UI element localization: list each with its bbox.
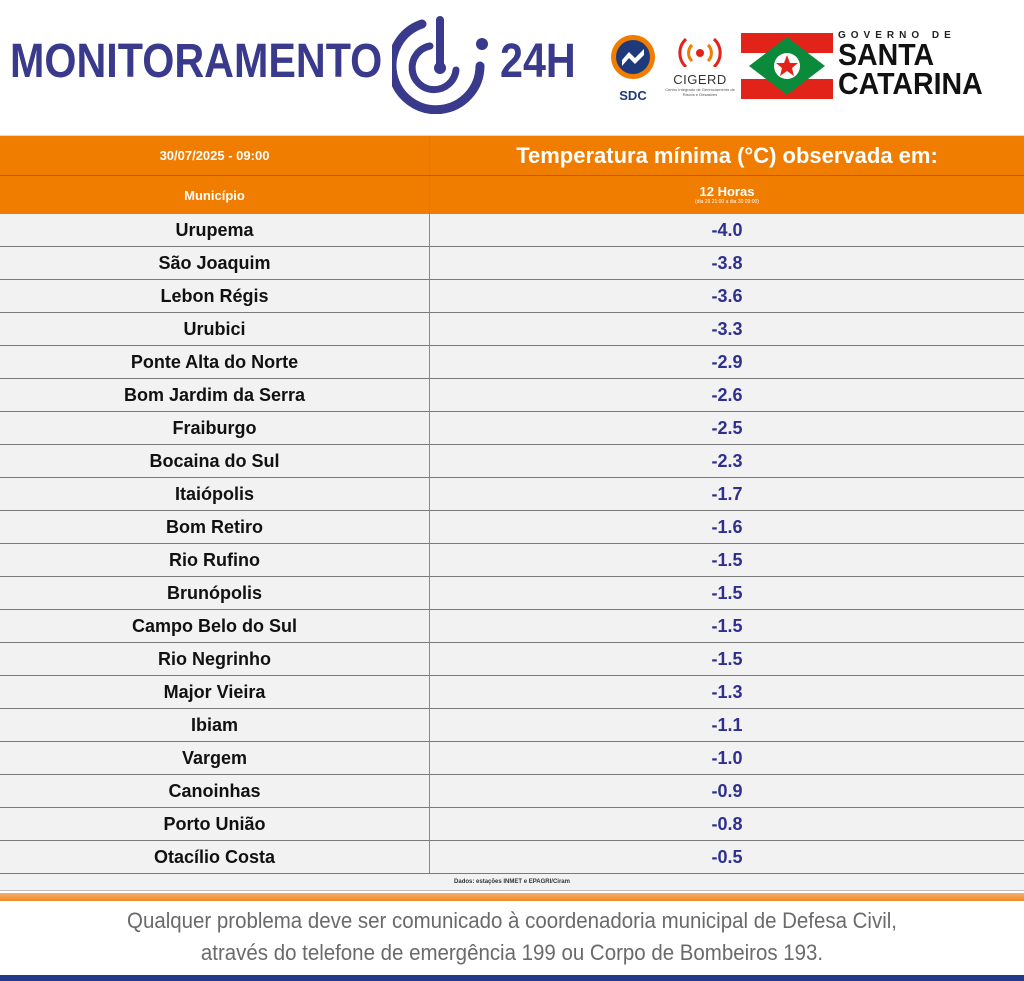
brand-suffix: 24H bbox=[500, 35, 576, 88]
temperature-value: -3.3 bbox=[711, 318, 743, 339]
temperature-value: -2.5 bbox=[711, 417, 743, 438]
brand-title: MONITORAMENTO bbox=[10, 35, 383, 88]
state-name-line2: CATARINA bbox=[838, 66, 983, 101]
temperature-value: -1.0 bbox=[711, 747, 743, 768]
bottom-bar bbox=[0, 975, 1024, 981]
table-row bbox=[0, 775, 1024, 808]
temperature-value: -0.9 bbox=[711, 780, 743, 801]
sdc-label: SDC bbox=[619, 88, 647, 103]
temperature-value: -1.3 bbox=[711, 681, 743, 702]
sdc-emblem-icon bbox=[609, 33, 657, 81]
column-header-period-range: (dia 29 21:00 a dia 30 09:00) bbox=[695, 199, 759, 205]
table-row bbox=[0, 643, 1024, 676]
table-row bbox=[0, 247, 1024, 280]
table-header-row-1 bbox=[0, 136, 1024, 176]
temperature-value: -1.5 bbox=[711, 615, 743, 636]
temperature-value: -4.0 bbox=[711, 219, 743, 240]
municipio-name: Bom Retiro bbox=[165, 516, 263, 537]
municipio-name: Porto União bbox=[163, 813, 266, 834]
municipio-name: Ibiam bbox=[190, 714, 238, 735]
municipio-name: Urubici bbox=[183, 318, 246, 339]
state-name bbox=[838, 37, 983, 101]
table-row bbox=[0, 346, 1024, 379]
temperature-value: -3.6 bbox=[711, 285, 743, 306]
temperature-value: -1.1 bbox=[711, 714, 743, 735]
footer-text-line-2: através do telefone de emergência 199 ou Corpo de Bombeiros 193. bbox=[200, 940, 824, 965]
table-row bbox=[0, 511, 1024, 544]
table-body bbox=[0, 214, 1024, 874]
table-header-row-2 bbox=[0, 176, 1024, 214]
municipio-name: Major Vieira bbox=[163, 681, 266, 702]
footer-text-line-1: Qualquer problema deve ser comunicado à coordenadoria municipal de Defesa Civil, bbox=[127, 908, 897, 933]
temperature-table bbox=[0, 136, 1024, 891]
table-row bbox=[0, 379, 1024, 412]
table-row bbox=[0, 280, 1024, 313]
table-row bbox=[0, 445, 1024, 478]
table-row bbox=[0, 544, 1024, 577]
sdc-logo bbox=[607, 33, 659, 103]
table-row bbox=[0, 742, 1024, 775]
municipio-name: Bom Jardim da Serra bbox=[123, 384, 306, 405]
cigerd-signal-icon bbox=[678, 33, 722, 67]
temperature-value: -2.6 bbox=[711, 384, 743, 405]
table-row bbox=[0, 412, 1024, 445]
municipio-name: Ponte Alta do Norte bbox=[130, 351, 299, 372]
header bbox=[0, 0, 1024, 136]
column-header-municipio: Município bbox=[184, 187, 245, 203]
temperature-value: -0.5 bbox=[711, 846, 743, 867]
municipio-name: Campo Belo do Sul bbox=[131, 615, 297, 636]
municipio-name: Itaiópolis bbox=[174, 483, 254, 504]
municipio-name: Lebon Régis bbox=[160, 285, 269, 306]
table-row bbox=[0, 313, 1024, 346]
table-row bbox=[0, 478, 1024, 511]
temperature-value: -1.5 bbox=[711, 582, 743, 603]
santa-catarina-flag-icon bbox=[741, 33, 833, 99]
cigerd-subtitle: Centro Integrado de Gerenciamento de Riscos e Desastres bbox=[665, 87, 735, 97]
data-source: Dados: estações INMET e EPAGRI/Ciram bbox=[454, 879, 570, 885]
municipio-name: Brunópolis bbox=[167, 582, 262, 603]
municipio-name: Urupema bbox=[175, 219, 254, 240]
source-row bbox=[0, 874, 1024, 891]
cigerd-logo bbox=[665, 33, 735, 97]
temperature-value: -2.9 bbox=[711, 351, 743, 372]
table-row bbox=[0, 610, 1024, 643]
table-row bbox=[0, 214, 1024, 247]
footer-divider bbox=[0, 893, 1024, 901]
table-title: Temperatura mínima (°C) observada em: bbox=[516, 142, 938, 168]
table-row bbox=[0, 577, 1024, 610]
municipio-name: Fraiburgo bbox=[172, 417, 257, 438]
table-row bbox=[0, 841, 1024, 874]
municipio-name: Vargem bbox=[181, 747, 248, 768]
temperature-value: -3.8 bbox=[711, 252, 743, 273]
table-row bbox=[0, 709, 1024, 742]
municipio-name: Otacílio Costa bbox=[153, 846, 276, 867]
municipio-name: Bocaina do Sul bbox=[149, 450, 280, 471]
report-datetime: 30/07/2025 - 09:00 bbox=[159, 148, 270, 163]
temperature-value: -1.5 bbox=[711, 549, 743, 570]
municipio-name: Rio Negrinho bbox=[158, 648, 271, 669]
footer bbox=[0, 901, 1024, 975]
temperature-value: -2.3 bbox=[711, 450, 743, 471]
temperature-value: -0.8 bbox=[711, 813, 743, 834]
table-row bbox=[0, 676, 1024, 709]
municipio-name: Rio Rufino bbox=[169, 549, 260, 570]
temperature-value: -1.5 bbox=[711, 648, 743, 669]
monitoring-clock-icon bbox=[392, 10, 492, 114]
column-header-period: 12 Horas bbox=[699, 184, 755, 199]
temperature-value: -1.6 bbox=[711, 516, 743, 537]
municipio-name: Canoinhas bbox=[168, 780, 261, 801]
gov-label: GOVERNO DE bbox=[838, 30, 956, 41]
municipio-name: São Joaquim bbox=[158, 252, 271, 273]
cigerd-label: CIGERD bbox=[673, 72, 727, 87]
state-name-line1: SANTA bbox=[838, 37, 935, 72]
temperature-value: -1.7 bbox=[711, 483, 743, 504]
table-row bbox=[0, 808, 1024, 841]
